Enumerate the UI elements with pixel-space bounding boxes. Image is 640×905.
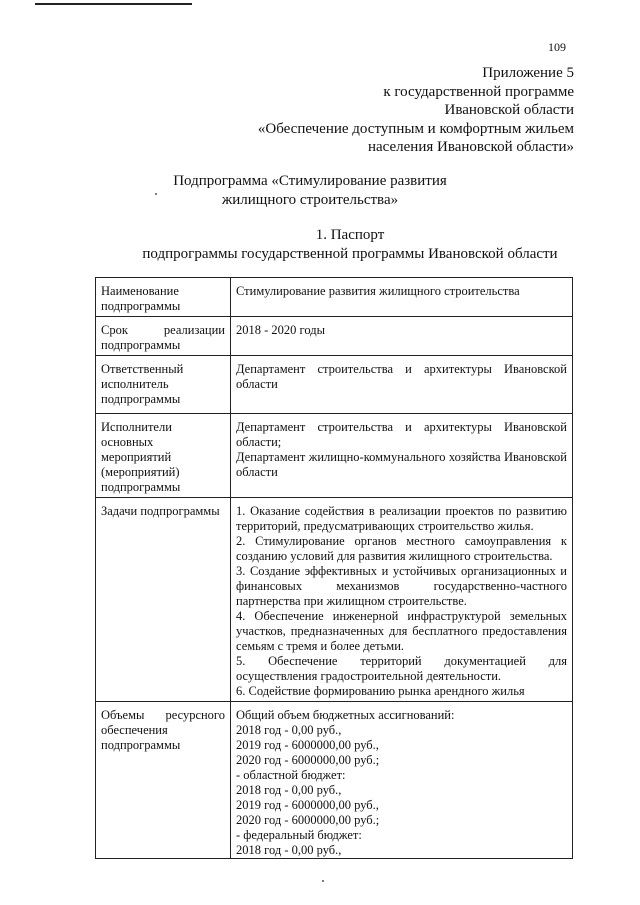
scan-speck [155, 193, 157, 195]
row-funding [96, 702, 573, 859]
task-item: 6. Содействие формированию рынка арендного жилья [236, 684, 525, 698]
scan-speck [322, 880, 324, 882]
funding-line: 2020 год - 6000000,00 руб.; [236, 813, 380, 827]
label-cell: Срок реализации подпрограммы [96, 317, 231, 356]
subprogram-title-line: Подпрограмма «Стимулирование развития [173, 173, 447, 189]
top-border-line [35, 3, 192, 5]
label-cell: Ответственный исполнитель подпрограммы [96, 356, 231, 414]
value-cell: 2018 - 2020 годы [231, 317, 573, 356]
label-cell: Задачи подпрограммы [96, 498, 231, 702]
funding-line: 2019 год - 6000000,00 руб., [236, 738, 379, 752]
funding-line: 2018 год - 0,00 руб., [236, 843, 342, 857]
passport-title-line: подпрограммы государственной программы Ивановской области [142, 245, 558, 262]
funding-line: 2018 год - 0,00 руб., [236, 783, 342, 797]
subprogram-title [130, 172, 490, 209]
funding-line: 2019 год - 6000000,00 руб., [236, 798, 379, 812]
value-cell: Департамент строительства и архитектуры Ивановской области [231, 356, 573, 414]
row-executors [96, 414, 573, 498]
label-cell: Исполнители основных мероприятий (мероприятий) подпрограммы [96, 414, 231, 498]
funding-line: - областной бюджет: [236, 768, 346, 782]
appendix-header [154, 64, 574, 157]
passport-table [95, 277, 573, 859]
value-cell: Департамент строительства и архитектуры Ивановской области; Департамент жилищно-коммунального хозяйства Ивановской области [231, 414, 573, 498]
passport-title [100, 226, 600, 263]
funding-line: Общий объем бюджетных ассигнований: [236, 708, 455, 722]
row-name [96, 278, 573, 317]
row-responsible [96, 356, 573, 414]
row-tasks [96, 498, 573, 702]
appendix-line: Ивановской области [444, 102, 574, 118]
task-item: 4. Обеспечение инженерной инфраструктурой земельных участков, предназначенных для бесплатного предоставления семьям с тремя и более детьми. [236, 609, 567, 653]
funding-line: 2018 год - 0,00 руб., [236, 723, 342, 737]
value-cell [231, 702, 573, 859]
appendix-line: к государственной программе [383, 83, 574, 100]
task-item: 3. Создание эффективных и устойчивых организационных и финансовых механизмов государственно-частного партнерства при жилищном строительстве. [236, 564, 567, 608]
page-number: 109 [548, 40, 566, 54]
task-item: 1. Оказание содействия в реализации проектов по развитию территорий, предусматривающих строительство жилья. [236, 504, 567, 533]
appendix-line: Приложение 5 [482, 65, 574, 81]
label-cell: Объемы ресурсного обеспечения подпрограммы [96, 702, 231, 859]
appendix-line: населения Ивановской области» [367, 139, 574, 155]
value-cell [231, 498, 573, 702]
row-term [96, 317, 573, 356]
funding-line: 2020 год - 6000000,00 руб.; [236, 753, 380, 767]
task-item: 5. Обеспечение территорий документацией для осуществления градостроительной деятельности. [236, 654, 567, 683]
label-cell: Наименование подпрограммы [96, 278, 231, 317]
value-cell: Стимулирование развития жилищного строительства [231, 278, 573, 317]
subprogram-title-line: жилищного строительства» [221, 191, 399, 208]
funding-line: - федеральный бюджет: [236, 828, 362, 842]
task-item: 2. Стимулирование органов местного самоуправления к созданию условий для развития жилищного строительства. [236, 534, 567, 563]
passport-title-line: 1. Паспорт [315, 227, 385, 243]
appendix-line: «Обеспечение доступным и комфортным жильем [257, 120, 574, 137]
